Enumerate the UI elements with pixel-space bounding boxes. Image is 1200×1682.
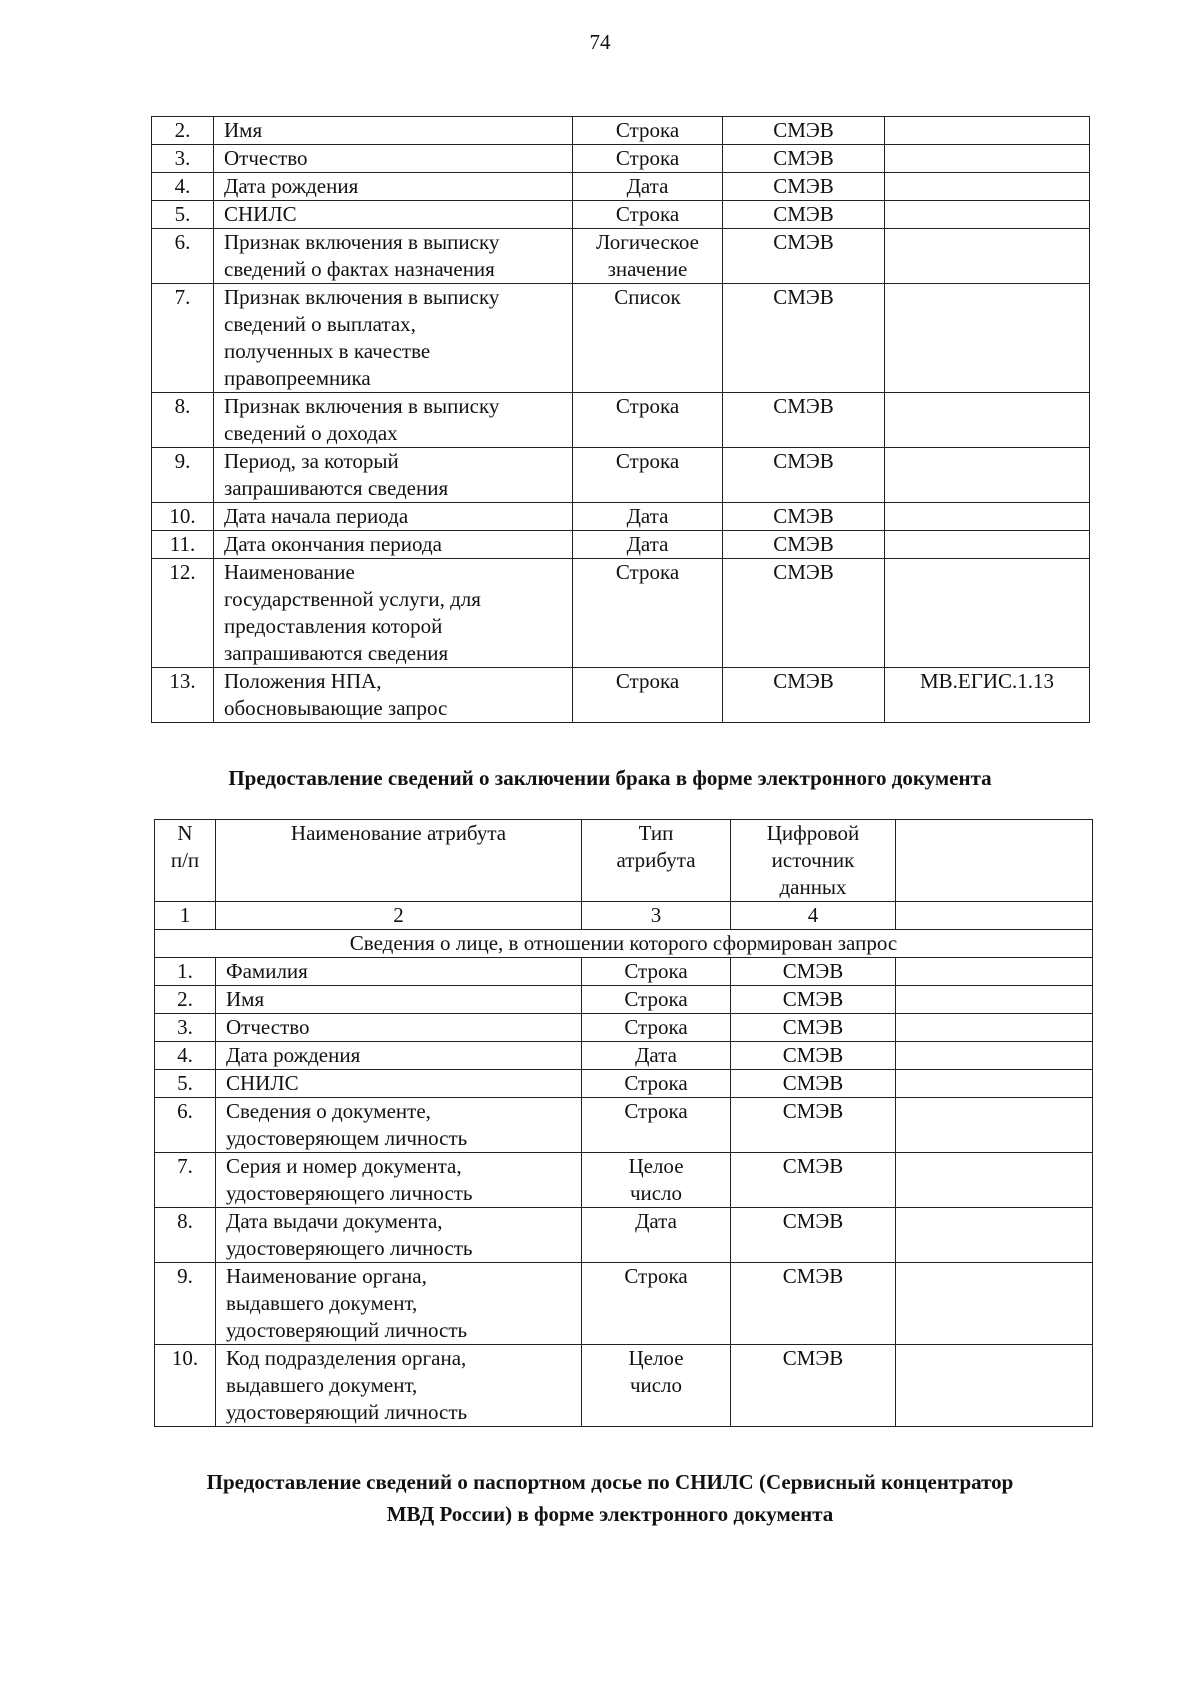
data-source-cell: СМЭВ <box>723 173 885 201</box>
table-row <box>152 145 1090 173</box>
attribute-type-cell: Строка <box>573 668 723 723</box>
table-row <box>152 201 1090 229</box>
data-source-cell: СМЭВ <box>723 531 885 559</box>
data-source-cell: СМЭВ <box>731 1153 896 1208</box>
extra-cell <box>896 1345 1093 1427</box>
attribute-name-cell: Серия и номер документа, удостоверяющего личность <box>216 1153 582 1208</box>
attribute-name-cell: Отчество <box>216 1014 582 1042</box>
data-source-cell: СМЭВ <box>723 503 885 531</box>
extra-cell <box>885 393 1090 448</box>
data-source-cell: СМЭВ <box>731 958 896 986</box>
row-number-cell: 6. <box>152 229 214 284</box>
row-number-cell: 9. <box>155 1263 216 1345</box>
attribute-type-cell: Целое число <box>582 1153 731 1208</box>
extra-cell <box>885 284 1090 393</box>
table-row <box>152 173 1090 201</box>
attribute-name-cell: Имя <box>214 117 573 145</box>
data-source-cell: СМЭВ <box>723 448 885 503</box>
attribute-name-cell: СНИЛС <box>216 1070 582 1098</box>
extra-cell <box>885 559 1090 668</box>
data-source-cell: СМЭВ <box>723 559 885 668</box>
data-source-cell: СМЭВ <box>731 1070 896 1098</box>
row-number-cell: 10. <box>152 503 214 531</box>
attribute-name-cell: Код подразделения органа, выдавшего документ, удостоверяющий личность <box>216 1345 582 1427</box>
row-number-cell: 5. <box>155 1070 216 1098</box>
table-row <box>155 1208 1093 1263</box>
table-row <box>152 229 1090 284</box>
attribute-name-cell: Дата начала периода <box>214 503 573 531</box>
row-number-cell: 4. <box>152 173 214 201</box>
attribute-name-cell: СНИЛС <box>214 201 573 229</box>
attribute-name-cell: Признак включения в выписку сведений о выплатах, полученных в качестве правопреемника <box>214 284 573 393</box>
attribute-name-cell: Сведения о документе, удостоверяющем личность <box>216 1098 582 1153</box>
page-number: 74 <box>589 30 611 54</box>
data-source-cell: СМЭВ <box>723 668 885 723</box>
attribute-type-cell: Список <box>573 284 723 393</box>
attribute-name-cell: Наименование государственной услуги, для предоставления которой запрашиваются сведения <box>214 559 573 668</box>
table-row <box>155 1345 1093 1427</box>
attribute-name-cell: Дата выдачи документа, удостоверяющего личность <box>216 1208 582 1263</box>
extra-cell <box>885 173 1090 201</box>
table-header-row <box>155 820 1093 902</box>
data-source-cell: СМЭВ <box>723 117 885 145</box>
row-number-cell: 4. <box>155 1042 216 1070</box>
column-numbers-row <box>155 902 1093 930</box>
table-row <box>152 393 1090 448</box>
attribute-type-cell: Строка <box>573 448 723 503</box>
extra-cell <box>896 1042 1093 1070</box>
data-source-cell: СМЭВ <box>731 1098 896 1153</box>
attributes-table-continued <box>151 116 1090 723</box>
row-number-cell: 2. <box>152 117 214 145</box>
extra-cell: МВ.ЕГИС.1.13 <box>885 668 1090 723</box>
attribute-type-cell: Дата <box>582 1208 731 1263</box>
attribute-name-cell: Фамилия <box>216 958 582 986</box>
attribute-type-cell: Строка <box>573 559 723 668</box>
attribute-type-cell: Строка <box>582 1070 731 1098</box>
extra-cell <box>885 201 1090 229</box>
attribute-type-cell: Строка <box>582 986 731 1014</box>
table-row <box>152 668 1090 723</box>
table-row <box>155 1014 1093 1042</box>
attribute-type-cell: Строка <box>573 393 723 448</box>
attribute-type-cell: Строка <box>573 201 723 229</box>
row-number-cell: 13. <box>152 668 214 723</box>
row-number-cell: 7. <box>155 1153 216 1208</box>
attribute-name-cell: Дата рождения <box>214 173 573 201</box>
extra-cell <box>885 503 1090 531</box>
table-row <box>152 448 1090 503</box>
attribute-name-cell: Имя <box>216 986 582 1014</box>
header-cell-attribute-type: Тип атрибута <box>582 820 731 902</box>
row-number-cell: 3. <box>155 1014 216 1042</box>
row-number-cell: 6. <box>155 1098 216 1153</box>
section-heading-marriage: Предоставление сведений о заключении брака в форме электронного документа <box>228 766 992 790</box>
column-number-cell: 4 <box>731 902 896 930</box>
marriage-attributes-table <box>154 819 1093 1427</box>
column-number-cell: 3 <box>582 902 731 930</box>
attribute-type-cell: Строка <box>573 145 723 173</box>
table-row <box>155 1263 1093 1345</box>
header-cell-data-source: Цифровой источник данных <box>731 820 896 902</box>
header-cell-extra <box>896 820 1093 902</box>
attribute-name-cell: Период, за который запрашиваются сведения <box>214 448 573 503</box>
extra-cell <box>896 958 1093 986</box>
data-source-cell: СМЭВ <box>731 1042 896 1070</box>
table-row <box>152 559 1090 668</box>
row-number-cell: 2. <box>155 986 216 1014</box>
extra-cell <box>896 986 1093 1014</box>
attribute-name-cell: Признак включения в выписку сведений о фактах назначения <box>214 229 573 284</box>
table-row <box>155 1042 1093 1070</box>
data-source-cell: СМЭВ <box>731 986 896 1014</box>
extra-cell <box>885 448 1090 503</box>
attribute-type-cell: Целое число <box>582 1345 731 1427</box>
attribute-name-cell: Отчество <box>214 145 573 173</box>
column-number-cell: 2 <box>216 902 582 930</box>
attribute-type-cell: Дата <box>582 1042 731 1070</box>
table-row <box>152 503 1090 531</box>
row-number-cell: 3. <box>152 145 214 173</box>
table-row <box>155 1153 1093 1208</box>
attribute-type-cell: Строка <box>582 1098 731 1153</box>
row-number-cell: 11. <box>152 531 214 559</box>
column-number-cell: 1 <box>155 902 216 930</box>
data-source-cell: СМЭВ <box>723 393 885 448</box>
attribute-type-cell: Логическое значение <box>573 229 723 284</box>
extra-cell <box>896 1208 1093 1263</box>
group-title-row <box>155 930 1093 958</box>
row-number-cell: 12. <box>152 559 214 668</box>
attribute-type-cell: Дата <box>573 503 723 531</box>
data-source-cell: СМЭВ <box>723 201 885 229</box>
row-number-cell: 7. <box>152 284 214 393</box>
attribute-type-cell: Строка <box>582 1263 731 1345</box>
table-row <box>155 958 1093 986</box>
row-number-cell: 8. <box>155 1208 216 1263</box>
header-cell-number: N п/п <box>155 820 216 902</box>
extra-cell <box>885 531 1090 559</box>
header-cell-attribute-name: Наименование атрибута <box>216 820 582 902</box>
attribute-name-cell: Дата рождения <box>216 1042 582 1070</box>
extra-cell <box>896 1070 1093 1098</box>
column-number-cell <box>896 902 1093 930</box>
extra-cell <box>885 117 1090 145</box>
row-number-cell: 10. <box>155 1345 216 1427</box>
attribute-name-cell: Признак включения в выписку сведений о доходах <box>214 393 573 448</box>
attribute-type-cell: Дата <box>573 173 723 201</box>
data-source-cell: СМЭВ <box>723 284 885 393</box>
row-number-cell: 9. <box>152 448 214 503</box>
row-number-cell: 5. <box>152 201 214 229</box>
attribute-type-cell: Строка <box>582 958 731 986</box>
row-number-cell: 1. <box>155 958 216 986</box>
table-row <box>155 1070 1093 1098</box>
attribute-name-cell: Дата окончания периода <box>214 531 573 559</box>
table-row <box>152 117 1090 145</box>
data-source-cell: СМЭВ <box>731 1208 896 1263</box>
attribute-name-cell: Наименование органа, выдавшего документ, удостоверяющий личность <box>216 1263 582 1345</box>
table-row <box>152 284 1090 393</box>
attribute-type-cell: Строка <box>582 1014 731 1042</box>
extra-cell <box>885 229 1090 284</box>
extra-cell <box>896 1098 1093 1153</box>
group-title-cell: Сведения о лице, в отношении которого сформирован запрос <box>155 930 1093 958</box>
extra-cell <box>896 1263 1093 1345</box>
extra-cell <box>885 145 1090 173</box>
table-row <box>155 1098 1093 1153</box>
extra-cell <box>896 1014 1093 1042</box>
attribute-type-cell: Строка <box>573 117 723 145</box>
data-source-cell: СМЭВ <box>723 145 885 173</box>
row-number-cell: 8. <box>152 393 214 448</box>
attribute-name-cell: Положения НПА, обосновывающие запрос <box>214 668 573 723</box>
data-source-cell: СМЭВ <box>731 1263 896 1345</box>
attribute-type-cell: Дата <box>573 531 723 559</box>
data-source-cell: СМЭВ <box>731 1014 896 1042</box>
table-row <box>155 986 1093 1014</box>
section-heading-passport-dossier: Предоставление сведений о паспортном досье по СНИЛС (Сервисный концентратор МВД России) в форме электронного документа <box>206 1470 1014 1526</box>
extra-cell <box>896 1153 1093 1208</box>
table-row <box>152 531 1090 559</box>
data-source-cell: СМЭВ <box>731 1345 896 1427</box>
data-source-cell: СМЭВ <box>723 229 885 284</box>
